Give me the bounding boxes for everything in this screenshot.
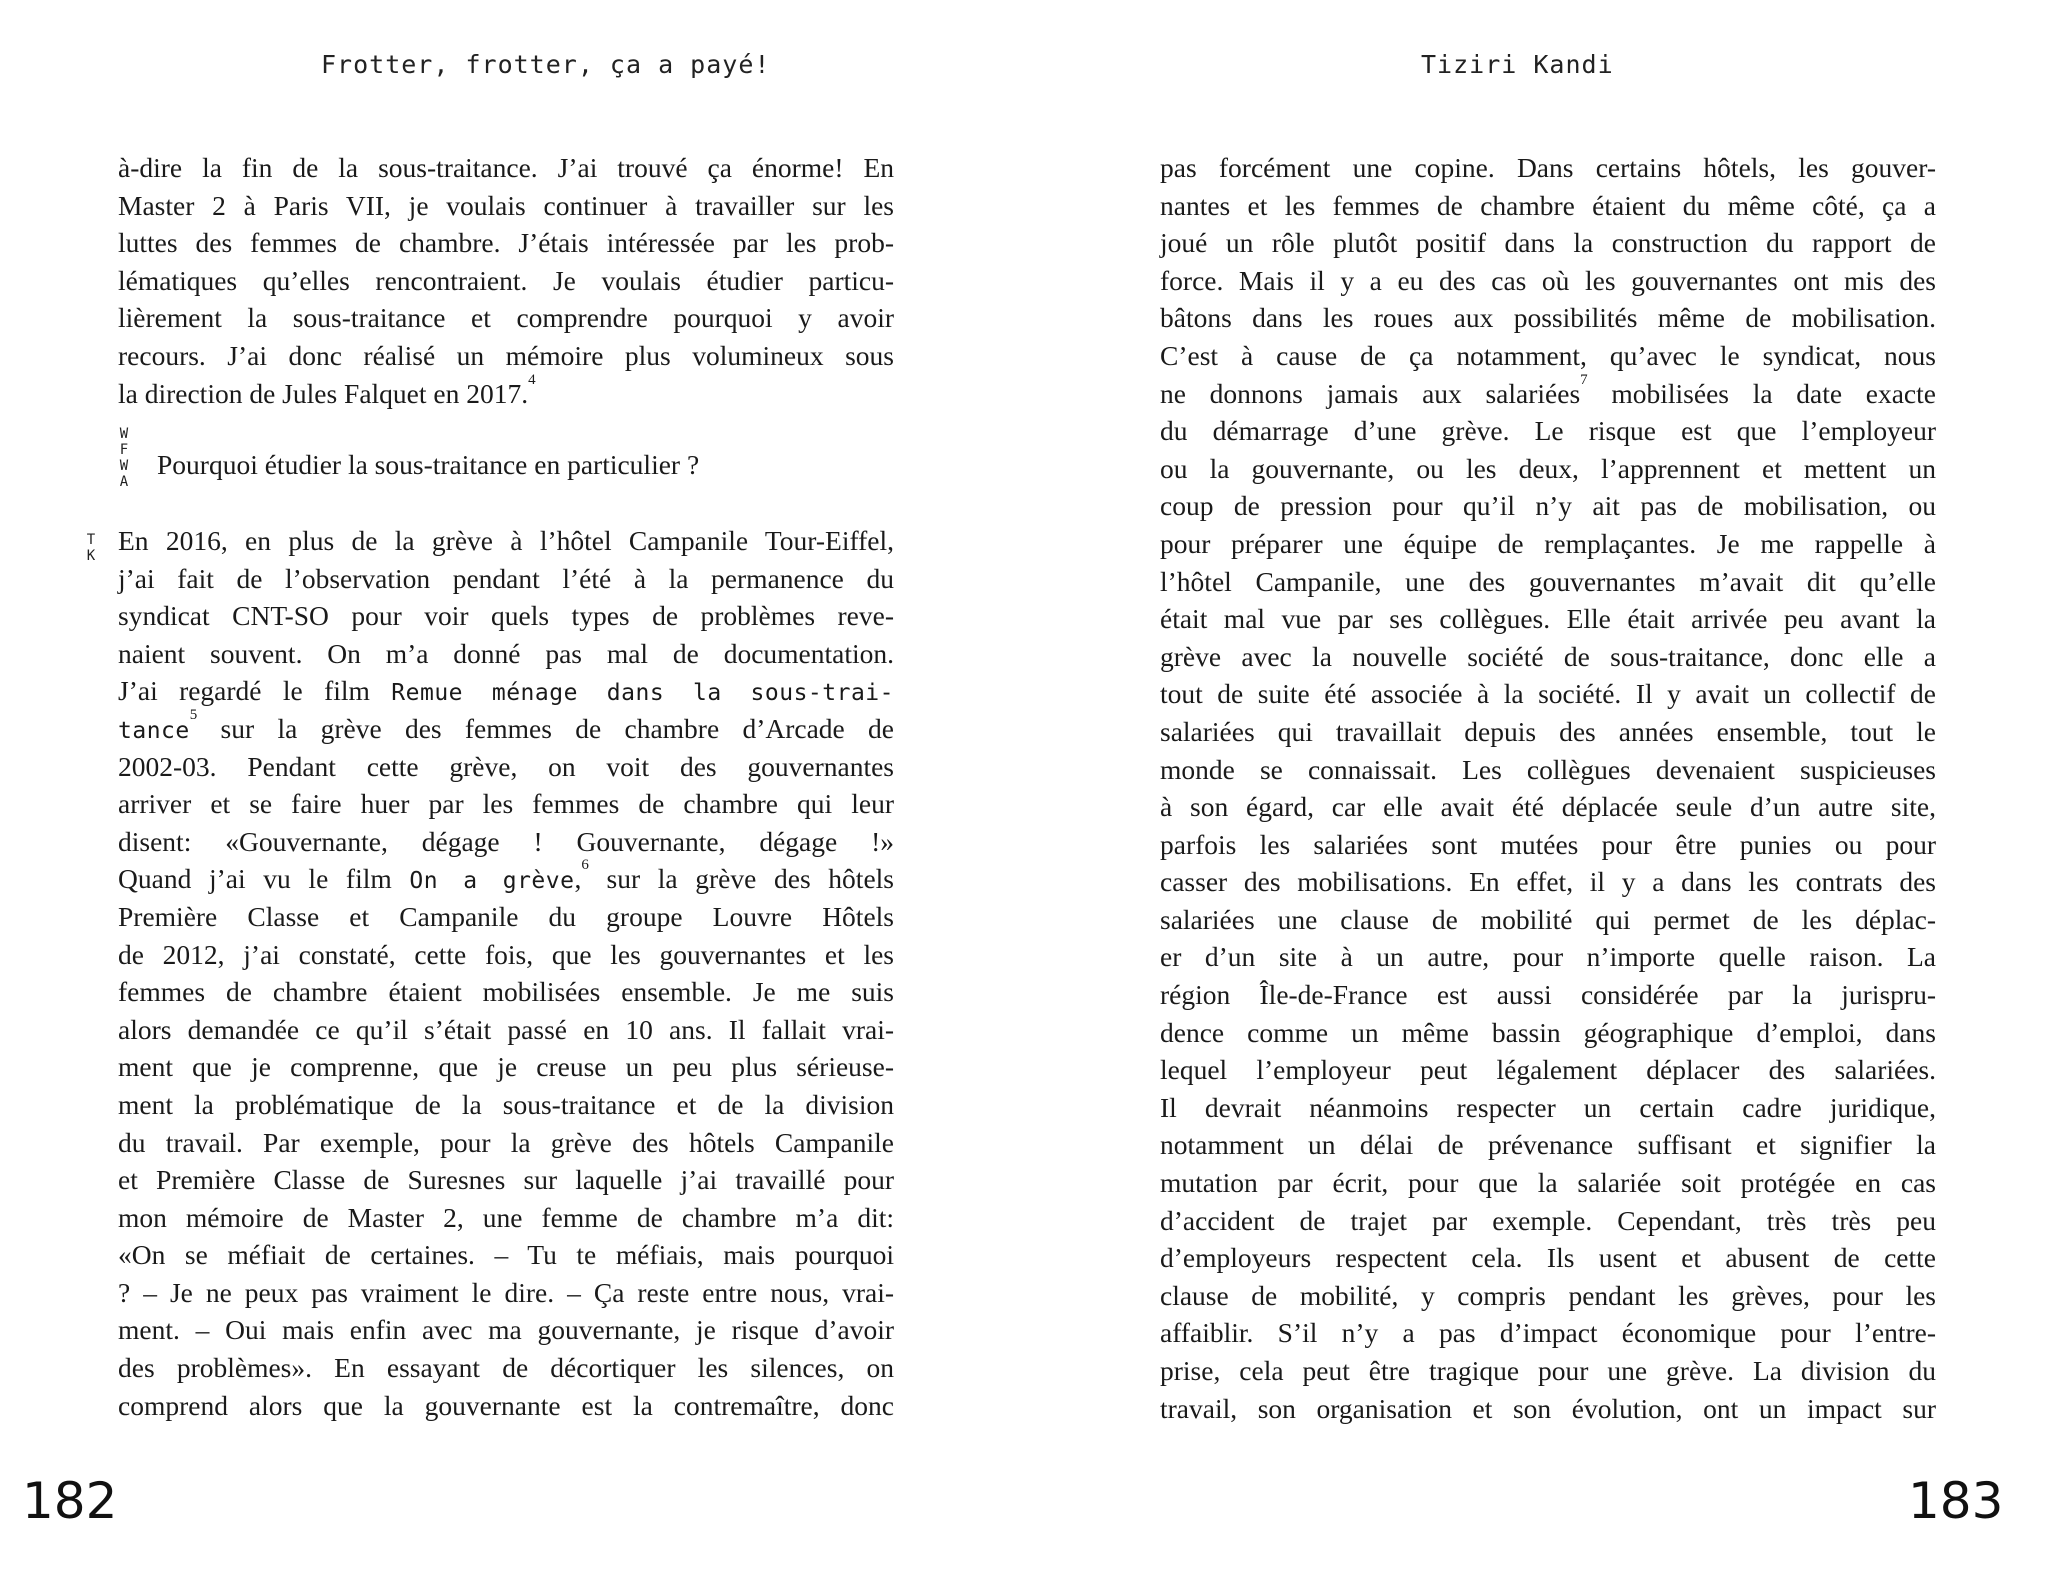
text-run: lématiques qu’elles rencontraient. Je voulais étudier particu- xyxy=(118,264,894,296)
text-line xyxy=(1160,1051,1936,1089)
right-paragraph xyxy=(1160,149,1936,1427)
text-line xyxy=(1160,299,1936,337)
footnote-ref: 7 xyxy=(1580,371,1588,388)
text-run: C’est à cause de ça notamment, qu’avec le syndicat, nous xyxy=(1160,339,1936,371)
text-line xyxy=(1160,337,1936,375)
text-line xyxy=(1160,371,1936,413)
film-title: Remue ménage dans la sous-trai- xyxy=(391,680,894,707)
text-line xyxy=(1160,450,1936,488)
text-run: salariées qui travaillait depuis des années ensemble, tout le xyxy=(1160,715,1936,747)
text-line xyxy=(118,597,894,635)
text-run: grève avec la nouvelle société de sous-traitance, donc elle a xyxy=(1160,640,1936,672)
text-run: casser des mobilisations. En effet, il y a dans les contrats des xyxy=(1160,866,1936,898)
text-line xyxy=(118,299,894,337)
text-run: parfois les salariées sont mutées pour être punies ou pour xyxy=(1160,828,1936,860)
text-run: ment la problématique de la sous-traitance et de la division xyxy=(118,1088,894,1120)
text-line xyxy=(1160,149,1936,187)
text-run: d’accident de trajet par exemple. Cependant, très très peu xyxy=(1160,1204,1936,1236)
text-line xyxy=(118,785,894,823)
text-line xyxy=(118,898,894,936)
text-line xyxy=(1160,525,1936,563)
text-run: monde se connaissait. Les collègues devenaient suspicieuses xyxy=(1160,753,1936,785)
marker-letter: T xyxy=(86,532,96,548)
film-title: On a grève xyxy=(409,868,575,895)
text-line xyxy=(1160,1314,1936,1352)
text-run: à-dire la fin de la sous-traitance. J’ai trouvé ça énorme! En xyxy=(118,152,894,183)
text-run: et Première Classe de Suresnes sur laquelle j’ai travaillé pour xyxy=(118,1164,894,1196)
text-run: femmes de chambre étaient mobilisées ensemble. Je me suis xyxy=(118,976,894,1008)
text-line xyxy=(1160,863,1936,901)
text-line xyxy=(118,337,894,375)
text-line xyxy=(1160,1014,1936,1052)
footnote-ref: 6 xyxy=(581,857,589,874)
marker-letter: W xyxy=(119,458,129,474)
marker-letter: W xyxy=(119,426,129,442)
text-run: prise, cela peut être tragique pour une grève. La division du xyxy=(1160,1355,1936,1386)
text-line xyxy=(118,1048,894,1086)
text-line xyxy=(118,1161,894,1199)
text-run: sur la grève des femmes de chambre d’Arcade de xyxy=(197,712,894,744)
text-line xyxy=(1160,938,1936,976)
text-line xyxy=(1160,1277,1936,1315)
text-line xyxy=(118,149,894,187)
text-line xyxy=(1160,262,1936,300)
text-run: mobilisées la date exacte xyxy=(1587,377,1936,409)
text-run: , xyxy=(574,863,582,895)
text-run: travail, son organisation et son évolution, ont un impact sur xyxy=(1160,1392,1936,1424)
text-line xyxy=(118,1311,894,1349)
marker-letter: F xyxy=(119,442,129,458)
text-run: sur la grève des hôtels xyxy=(588,863,894,895)
text-run: Première Classe et Campanile du groupe Louvre Hôtels xyxy=(118,900,894,932)
text-line xyxy=(1160,412,1936,450)
text-line xyxy=(1160,224,1936,262)
text-line xyxy=(118,560,894,598)
text-run: ? – Je ne peux pas vraiment le dire. – Ça reste entre nous, vrai- xyxy=(118,1276,894,1308)
left-running-head: Frotter, frotter, ça a payé! xyxy=(321,50,771,79)
text-line xyxy=(118,1387,894,1425)
text-line xyxy=(1160,1352,1936,1390)
marker-letter: K xyxy=(86,548,96,564)
text-run: dence comme un même bassin géographique d’emploi, dans xyxy=(1160,1016,1936,1048)
text-line xyxy=(1160,1239,1936,1277)
text-line xyxy=(1160,713,1936,751)
answer-speaker-marker xyxy=(84,532,98,564)
text-run: l’hôtel Campanile, une des gouvernantes m’avait dit qu’elle xyxy=(1160,565,1936,597)
text-run: alors demandée ce qu’il s’était passé en 10 ans. Il fallait vrai- xyxy=(118,1013,894,1045)
text-line xyxy=(118,1274,894,1312)
text-run: affaiblir. S’il n’y a pas d’impact économique pour l’entre- xyxy=(1160,1317,1936,1349)
text-run: pour préparer une équipe de remplaçantes. Je me rappelle à xyxy=(1160,527,1936,559)
text-run: Master 2 à Paris VII, je voulais continuer à travailler sur les xyxy=(118,189,894,221)
text-run: J’ai regardé le film xyxy=(118,675,392,707)
text-run: syndicat CNT-SO pour voir quels types de problèmes reve- xyxy=(118,600,894,632)
text-line xyxy=(1160,1089,1936,1127)
text-run: clause de mobilité, y compris pendant les grèves, pour les xyxy=(1160,1279,1936,1311)
text-line xyxy=(1160,487,1936,525)
text-run: ne donnons jamais aux salariées xyxy=(1160,377,1581,409)
text-line xyxy=(118,973,894,1011)
marker-letter: A xyxy=(119,474,129,490)
footnote-ref: 4 xyxy=(528,371,536,388)
text-run: er d’un site à un autre, pour n’importe quelle raison. La xyxy=(1160,941,1936,973)
text-line xyxy=(118,522,894,560)
text-line xyxy=(118,1011,894,1049)
footnote-ref: 5 xyxy=(189,706,198,723)
text-run: lièrement la sous-traitance et comprendre pourquoi y avoir xyxy=(118,302,894,334)
text-line xyxy=(1160,976,1936,1014)
text-run: région Île-de-France est aussi considérée par la jurispru- xyxy=(1160,979,1936,1011)
text-run: d’employeurs respectent cela. Ils usent et abusent de cette xyxy=(1160,1242,1936,1274)
left-paragraph-2 xyxy=(118,522,894,1424)
text-run: «On se méfiait de certaines. – Tu te méfiais, mais pourquoi xyxy=(118,1239,894,1271)
text-line xyxy=(118,1086,894,1124)
left-paragraph-1 xyxy=(118,149,894,412)
text-run: était mal vue par ses collègues. Elle était arrivée peu avant la xyxy=(1160,603,1936,635)
text-run: ment. – Oui mais enfin avec ma gouvernante, je risque d’avoir xyxy=(118,1314,894,1346)
text-line xyxy=(1160,675,1936,713)
text-run: arriver et se faire huer par les femmes de chambre qui leur xyxy=(118,788,894,820)
text-run: pas forcément une copine. Dans certains hôtels, les gouver- xyxy=(1160,152,1936,183)
text-line xyxy=(1160,1202,1936,1240)
text-line xyxy=(1160,187,1936,225)
text-run: j’ai fait de l’observation pendant l’été à la permanence du xyxy=(118,562,894,594)
text-line xyxy=(1160,600,1936,638)
text-line xyxy=(118,857,894,898)
page-number-right: 183 xyxy=(1908,1472,2004,1530)
text-run: notamment un délai de prévenance suffisant et signifier la xyxy=(1160,1129,1936,1161)
text-run: lequel l’employeur peut légalement déplacer des salariées. xyxy=(1160,1054,1936,1086)
text-run: recours. J’ai donc réalisé un mémoire plus volumineux sous xyxy=(118,339,894,371)
text-run: du travail. Par exemple, pour la grève des hôtels Campanile xyxy=(118,1126,894,1158)
text-run: ment que je comprenne, que je creuse un peu plus sérieuse- xyxy=(118,1051,894,1083)
text-line xyxy=(118,672,894,710)
text-run: bâtons dans les roues aux possibilités même de mobilisation. xyxy=(1160,302,1936,334)
text-run: nantes et les femmes de chambre étaient du même côté, ça a xyxy=(1160,189,1936,221)
text-line xyxy=(1160,638,1936,676)
interview-question: Pourquoi étudier la sous-traitance en particulier ? xyxy=(157,449,700,480)
text-run: luttes des femmes de chambre. J’étais intéressée par les prob- xyxy=(118,227,894,259)
text-line xyxy=(118,635,894,673)
text-run: En 2016, en plus de la grève à l’hôtel Campanile Tour-Eiffel, xyxy=(118,525,894,556)
text-run: tout de suite été associée à la société. Il y avait un collectif de xyxy=(1160,678,1936,710)
text-run: force. Mais il y a eu des cas où les gouvernantes ont mis des xyxy=(1160,264,1936,296)
text-line xyxy=(118,371,894,413)
text-line xyxy=(1160,563,1936,601)
text-line xyxy=(1160,788,1936,826)
text-run: comprend alors que la gouvernante est la contremaître, donc xyxy=(118,1389,894,1421)
text-run: la direction de Jules Falquet en 2017. xyxy=(118,377,529,409)
text-run: salariées une clause de mobilité qui permet de les déplac- xyxy=(1160,903,1936,935)
text-line xyxy=(118,1349,894,1387)
text-line xyxy=(118,187,894,225)
text-run: de 2012, j’ai constaté, cette fois, que les gouvernantes et les xyxy=(118,938,894,970)
right-running-head: Tiziri Kandi xyxy=(1421,50,1614,79)
text-line xyxy=(118,823,894,861)
text-run: mutation par écrit, pour que la salariée soit protégée en cas xyxy=(1160,1167,1936,1199)
text-line xyxy=(118,1124,894,1162)
question-speaker-marker xyxy=(117,426,131,490)
text-line xyxy=(1160,901,1936,939)
text-run: à son égard, car elle avait été déplacée seule d’un autre site, xyxy=(1160,791,1936,823)
text-run: coup de pression pour qu’il n’y ait pas de mobilisation, ou xyxy=(1160,490,1936,522)
text-run: 2002-03. Pendant cette grève, on voit des gouvernantes xyxy=(118,750,894,782)
text-line xyxy=(118,262,894,300)
text-line xyxy=(118,748,894,786)
text-run: ou la gouvernante, ou les deux, l’apprennent et mettent un xyxy=(1160,452,1936,484)
text-line xyxy=(1160,826,1936,864)
text-line xyxy=(1160,751,1936,789)
page-number-left: 182 xyxy=(22,1472,118,1530)
text-run: naient souvent. On m’a donné pas mal de documentation. xyxy=(118,637,894,669)
text-line xyxy=(118,224,894,262)
text-run: Il devrait néanmoins respecter un certain cadre juridique, xyxy=(1160,1091,1936,1123)
text-run: disent: «Gouvernante, dégage ! Gouvernante, dégage !» xyxy=(118,825,894,857)
text-line xyxy=(1160,1390,1936,1428)
text-line xyxy=(118,706,894,748)
text-run: Quand j’ai vu le film xyxy=(118,863,410,895)
text-run: mon mémoire de Master 2, une femme de chambre m’a dit: xyxy=(118,1201,894,1233)
text-line xyxy=(1160,1164,1936,1202)
text-run: des problèmes». En essayant de décortiquer les silences, on xyxy=(118,1352,894,1384)
film-title: tance xyxy=(118,717,190,744)
text-run: joué un rôle plutôt positif dans la construction du rapport de xyxy=(1160,227,1936,259)
text-line xyxy=(118,1199,894,1237)
text-line xyxy=(118,1236,894,1274)
text-line xyxy=(118,936,894,974)
text-line xyxy=(1160,1126,1936,1164)
text-run: du démarrage d’une grève. Le risque est que l’employeur xyxy=(1160,415,1936,447)
